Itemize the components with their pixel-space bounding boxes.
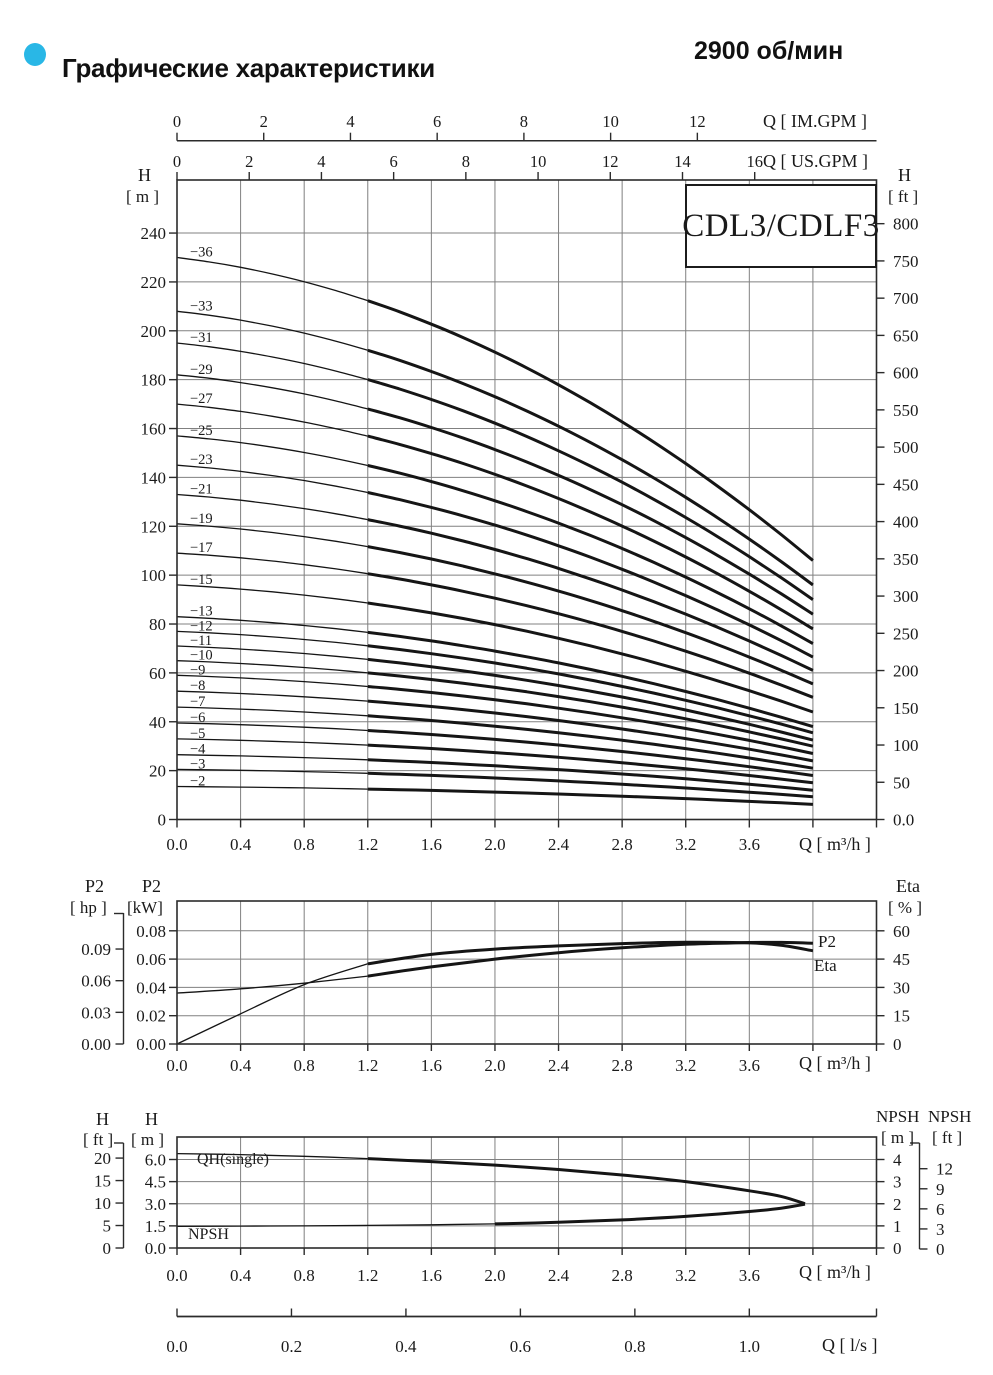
stage-curve-label: −12 [190,618,213,635]
tick-label: 80 [149,615,166,635]
tick-label: 2.8 [611,835,633,854]
stage-curve-label: −3 [190,756,206,773]
tick-label: 100 [140,566,166,586]
npsh-m-axis-unit: [ m ] [881,1128,915,1147]
tick-label: 20 [149,761,166,781]
tick-label: 20 [94,1149,111,1169]
qh-curve-thin [177,787,368,790]
tick-label: 0.02 [136,1006,166,1026]
tick-label: 15 [893,1006,910,1026]
tick-label: 250 [893,624,919,644]
tick-label: 100 [893,736,919,756]
stage-curve-label: −27 [190,391,213,408]
qh-curve-thin [177,755,368,760]
tick-label: 0.4 [229,835,252,854]
tick-label: 10 [602,112,619,131]
tick-label: 0.8 [293,1056,315,1075]
tick-label: 3 [893,1172,902,1192]
qh-curve [368,603,813,712]
tick-label: 2.4 [547,1056,570,1075]
tick-label: 150 [893,698,919,718]
tick-label: 6 [936,1199,945,1219]
tick-label: 500 [893,438,919,458]
tick-label: 8 [519,112,529,131]
tick-label: 0.4 [395,1337,417,1356]
tick-label: 750 [893,251,919,271]
tick-label: 0 [172,152,182,171]
p2-kw-axis-unit: [kW] [127,898,163,917]
stage-curve-label: −23 [190,452,213,469]
h-left-axis-unit: [ m ] [126,187,160,206]
tick-label: 0.06 [136,950,166,970]
tick-label: 0.00 [81,1035,111,1054]
qh-single-curve-label: QH(single) [197,1151,269,1168]
tick-label: 0.0 [166,835,188,854]
tick-label: 0 [893,1239,902,1258]
stage-curve-label: −5 [190,725,206,742]
tick-label: 0 [157,810,166,830]
plot-border [177,1137,877,1248]
qh-curve [368,520,813,671]
stage-curve-label: −9 [190,662,206,679]
tick-label: 8 [461,152,470,171]
tick-label: 2.0 [484,1056,506,1075]
tick-label: 180 [140,370,166,390]
q-us-gpm-axis-label: Q [ US.GPM ] [763,151,869,171]
tick-label: 12 [936,1159,953,1179]
tick-label: 2.0 [484,835,506,854]
tick-label: 6 [389,152,398,171]
tick-label: 60 [149,663,166,683]
tick-label: 140 [140,468,166,488]
tick-label: 14 [674,152,691,171]
tick-label: 4 [893,1150,902,1170]
stage-curve-label: −33 [190,298,213,315]
tick-label: 0.08 [136,921,166,941]
model-label: CDL3/CDLF3 [685,184,877,268]
stage-curve-label: −15 [190,571,213,588]
eta-axis-unit: [ % ] [888,898,922,917]
tick-label: 2.4 [547,1266,570,1285]
tick-label: 2.0 [484,1266,506,1285]
tick-label: 0 [936,1240,945,1259]
tick-label: 0.09 [81,940,111,960]
tick-label: 10 [529,152,547,171]
tick-label: 600 [893,363,919,383]
p2-hp-axis-header: P2 [85,876,105,896]
h3-m-axis-unit: [ m ] [131,1130,165,1149]
tick-label: 0.2 [280,1337,303,1356]
q-im-gpm-axis-label: Q [ IM.GPM ] [763,111,868,131]
tick-label: 1.6 [420,835,442,854]
tick-label: 400 [893,512,919,532]
tick-label: 45 [893,950,910,970]
tick-label: 0 [172,112,182,131]
tick-label: 10 [94,1194,111,1214]
stage-curve-label: −10 [190,647,213,664]
tick-label: 15 [94,1171,111,1191]
tick-label: 650 [893,326,919,346]
h3-ft-axis-header: H [96,1109,109,1129]
stage-curve-label: −7 [190,694,206,711]
tick-label: 0 [102,1239,111,1258]
tick-label: 0.06 [81,971,111,991]
tick-label: 50 [893,773,910,793]
qh-curve [368,547,813,684]
tick-label: 160 [140,419,166,439]
tick-label: 0.6 [509,1337,532,1356]
npsh-m-axis-header: NPSH [876,1107,920,1126]
tick-label: 2.4 [547,835,570,854]
tick-label: 6.0 [144,1150,166,1170]
tick-label: 350 [893,549,919,569]
q-ls-axis-label: Q [ l/s ] [822,1335,878,1355]
tick-label: 120 [140,517,166,537]
stage-curve-label: −21 [190,481,213,498]
page-title: Графические характеристики [62,53,435,84]
tick-label: 2 [893,1194,902,1214]
q-m3h-axis-label-main: Q [ m³/h ] [799,834,871,854]
tick-label: 1.5 [144,1216,166,1236]
tick-label: 0.4 [229,1266,252,1285]
tick-label: 550 [893,400,919,420]
qh-curve-thin [177,723,368,731]
tick-label: 4 [317,152,326,171]
stage-curve-label: −25 [190,422,213,439]
stage-curve-label: −4 [190,741,206,758]
tick-label: 300 [893,587,919,607]
tick-label: 30 [893,978,910,998]
tick-label: 0.8 [624,1337,646,1356]
tick-label: 16 [746,152,763,171]
q-m3h-axis-label-mid: Q [ m³/h ] [799,1053,871,1073]
tick-label: 3.6 [738,835,760,854]
tick-label: 2 [245,152,254,171]
stage-curve-label: −6 [190,709,206,726]
stage-curve-label: −2 [190,773,206,790]
tick-label: 1.2 [357,1266,379,1285]
tick-label: 0.4 [229,1056,252,1075]
tick-label: 4 [346,112,355,131]
tick-label: 0.8 [293,835,315,854]
npsh-curve [495,1204,805,1224]
tick-label: 3.6 [738,1266,760,1285]
eta-curve-label: Eta [814,956,837,975]
tick-label: 0 [893,1035,902,1054]
stage-curve-label: −17 [190,540,213,557]
stage-curve-label: −8 [190,678,206,695]
tick-label: 12 [689,112,706,131]
tick-label: 0.0 [144,1239,166,1258]
tick-label: 1.2 [357,1056,379,1075]
eta-curve [368,942,813,964]
h3-ft-axis-unit: [ ft ] [83,1130,114,1149]
stage-curve-label: −13 [190,603,213,620]
npsh-ft-axis-unit: [ ft ] [932,1128,963,1147]
stage-curve-label: −36 [190,244,213,261]
p2-curve-label: P2 [818,932,836,951]
tick-label: 1 [893,1216,902,1236]
qh-curve-thin [177,691,368,701]
tick-label: 3.6 [738,1056,760,1075]
stage-curve-label: −19 [190,510,213,527]
tick-label: 2.8 [611,1266,633,1285]
qh-curve-thin [177,675,368,686]
tick-label: 0.03 [81,1003,111,1023]
tick-label: 1.2 [357,835,379,854]
tick-label: 1.6 [420,1056,442,1075]
p2-kw-axis-header: P2 [142,876,162,896]
qh-curve-thin [177,769,368,773]
qh-curve-thin [177,553,368,574]
tick-label: 3 [936,1219,945,1239]
h-right-axis-header: H [898,165,911,185]
qh-curve-thin [177,258,368,301]
tick-label: 40 [149,712,166,732]
tick-label: 3.2 [675,1266,697,1285]
tick-label: 0.00 [136,1035,166,1054]
h-left-axis-header: H [138,165,151,185]
stage-curve-label: −29 [190,361,213,378]
h3-m-axis-header: H [145,1109,158,1129]
tick-label: 0.0 [166,1266,188,1285]
tick-label: 200 [893,661,919,681]
tick-label: 200 [140,321,166,341]
tick-label: 3.2 [675,1056,697,1075]
tick-label: 800 [893,214,919,234]
q-m3h-axis-label-bottom: Q [ m³/h ] [799,1262,871,1282]
tick-label: 2.8 [611,1056,633,1075]
npsh-curve-label: NPSH [188,1226,229,1243]
stage-curve-label: −31 [190,330,213,347]
tick-label: 2 [259,112,268,131]
tick-label: 12 [602,152,619,171]
tick-label: 0.0 [166,1056,188,1075]
tick-label: 4.5 [144,1172,166,1192]
eta-curve-thin [177,964,368,1044]
p2-hp-axis-unit: [ hp ] [70,898,107,917]
tick-label: 60 [893,921,910,941]
tick-label: 450 [893,475,919,495]
tick-label: 1.0 [738,1337,760,1356]
stage-curve-label: −11 [190,633,213,650]
qh-curve-thin [177,707,368,716]
tick-label: 5 [102,1216,111,1236]
tick-label: 3.2 [675,835,697,854]
tick-label: 0.8 [293,1266,315,1285]
tick-label: 220 [140,272,166,292]
qh-curve-thin [177,739,368,745]
tick-label: 6 [433,112,442,131]
h-right-axis-unit: [ ft ] [888,187,919,206]
tick-label: 9 [936,1179,945,1199]
qh-curve [368,301,813,561]
tick-label: 0.0 [893,810,915,830]
npsh-ft-axis-header: NPSH [928,1107,972,1126]
tick-label: 240 [140,224,166,244]
tick-label: 700 [893,289,919,309]
eta-axis-header: Eta [896,876,920,896]
tick-label: 1.6 [420,1266,442,1285]
section-bullet-icon [24,43,46,66]
plot-border [177,901,877,1044]
p2-curve-thin [177,976,368,993]
tick-label: 0.04 [136,978,166,998]
tick-label: 0.0 [166,1337,188,1356]
tick-label: 3.0 [144,1194,166,1214]
speed-label: 2900 об/мин [694,37,844,65]
